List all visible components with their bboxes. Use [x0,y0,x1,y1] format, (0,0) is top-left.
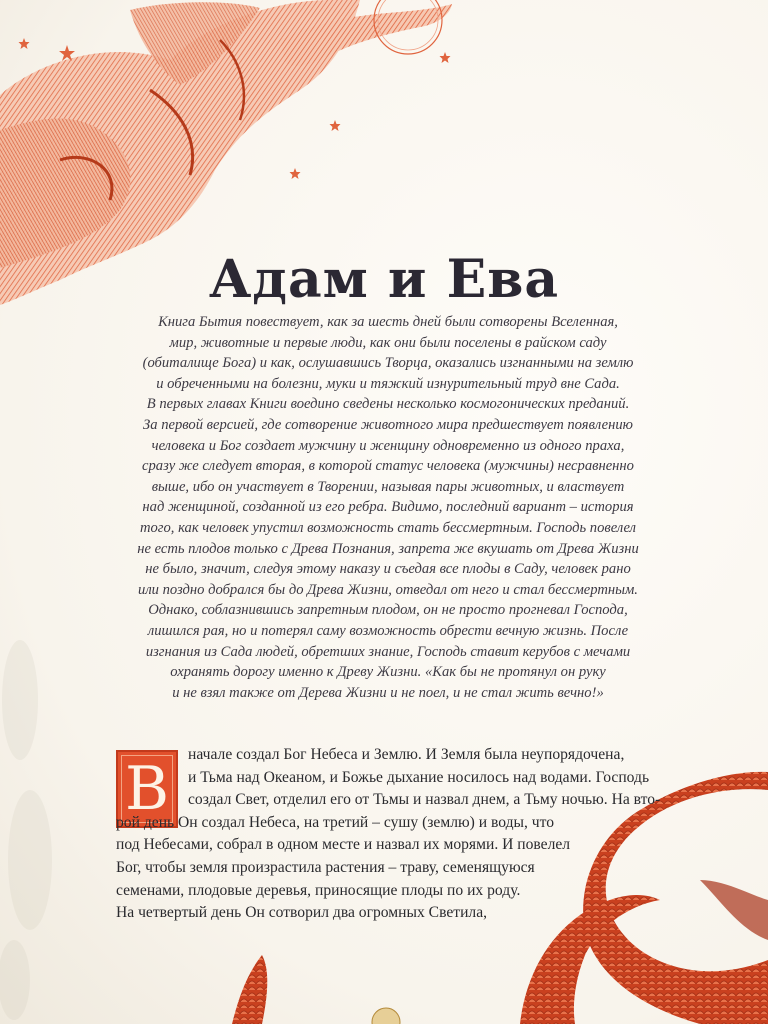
body-line: и Тьма над Океаном, и Божье дыхание носилось над водами. Господь [188,768,650,786]
intro-line: человека и Бог создает мужчину и женщину одновременно из одного праха, [151,437,625,454]
body-paragraph [116,744,736,925]
intro-line: За первой версией, где сотворение животного мира предшествует появлению [143,416,633,433]
body-line: рой день Он создал Небеса, на третий – сушу (землю) и воды, что [116,813,555,831]
intro-line: В первых главах Книги воедино сведены несколько космогонических преданий. [146,396,630,413]
intro-line: и не взял также от Дерева Жизни и не поел, и не стал жить вечно!» [172,684,604,701]
intro-line: выше, ибо он участвует в Творении, называя пары животных, и властвует [151,478,625,495]
intro-line: не было, значит, следуя этому наказу и съедая все плоды в Саду, человек рано [145,561,631,578]
intro-line: изгнания из Сада людей, обретших знание, Господь ставит керубов с мечами [145,643,631,660]
intro-paragraph [108,312,668,703]
intro-line: охранять дорогу именно к Древу Жизни. «Как бы не протянул он руку [170,664,606,681]
intro-line: лишился рая, но и потерял саму возможность обрести вечную жизнь. После [147,622,629,639]
intro-line: того, как человек упустил возможность стать бессмертным. Господь повелел [139,519,637,536]
intro-line: (обиталище Бога) и как, ослушавшись Творца, оказались изгнанными на землю [142,355,634,372]
body-line: На четвертый день Он сотворил два огромных Светила, [116,904,488,922]
page-title: Адам и Ева [208,248,560,310]
body-line: под Небесами, собрал в одном месте и назвал их морями. И повелел [116,836,571,854]
drop-cap-letter: В [124,754,170,824]
body-line: начале создал Бог Небеса и Землю. И Земля была неупорядочена, [188,746,625,763]
intro-line: Однако, соблазнившись запретным плодом, он не просто прогневал Господа, [148,602,628,619]
intro-line: Книга Бытия повествует, как за шесть дней были сотворены Вселенная, [158,314,618,330]
intro-line: мир, животные и первые люди, как они были поселены в райском саду [169,334,607,351]
intro-line: или поздно добрался бы до Древа Жизни, отведал от него и стал бессмертным. [138,581,638,598]
intro-line: сразу же следует вторая, в которой статус человека (мужчины) несравненно [142,458,634,475]
intro-line: над женщиной, созданной из его ребра. Видимо, последний вариант – история [142,499,634,516]
body-line: создал Свет, отделил его от Тьмы и назвал днем, а Тьму ночью. На вто- [188,791,661,809]
body-line: семенами, плодовые деревья, приносящие плоды по их роду. [116,881,521,899]
intro-line: не есть плодов только с Древа Познания, запрета же вкушать от Древа Жизни [137,540,639,557]
body-line: Бог, чтобы земля произрастила растения – траву, семенящуюся [116,858,535,876]
intro-line: и обреченными на болезни, муки и тяжкий изнурительный труд вне Сада. [156,375,620,392]
